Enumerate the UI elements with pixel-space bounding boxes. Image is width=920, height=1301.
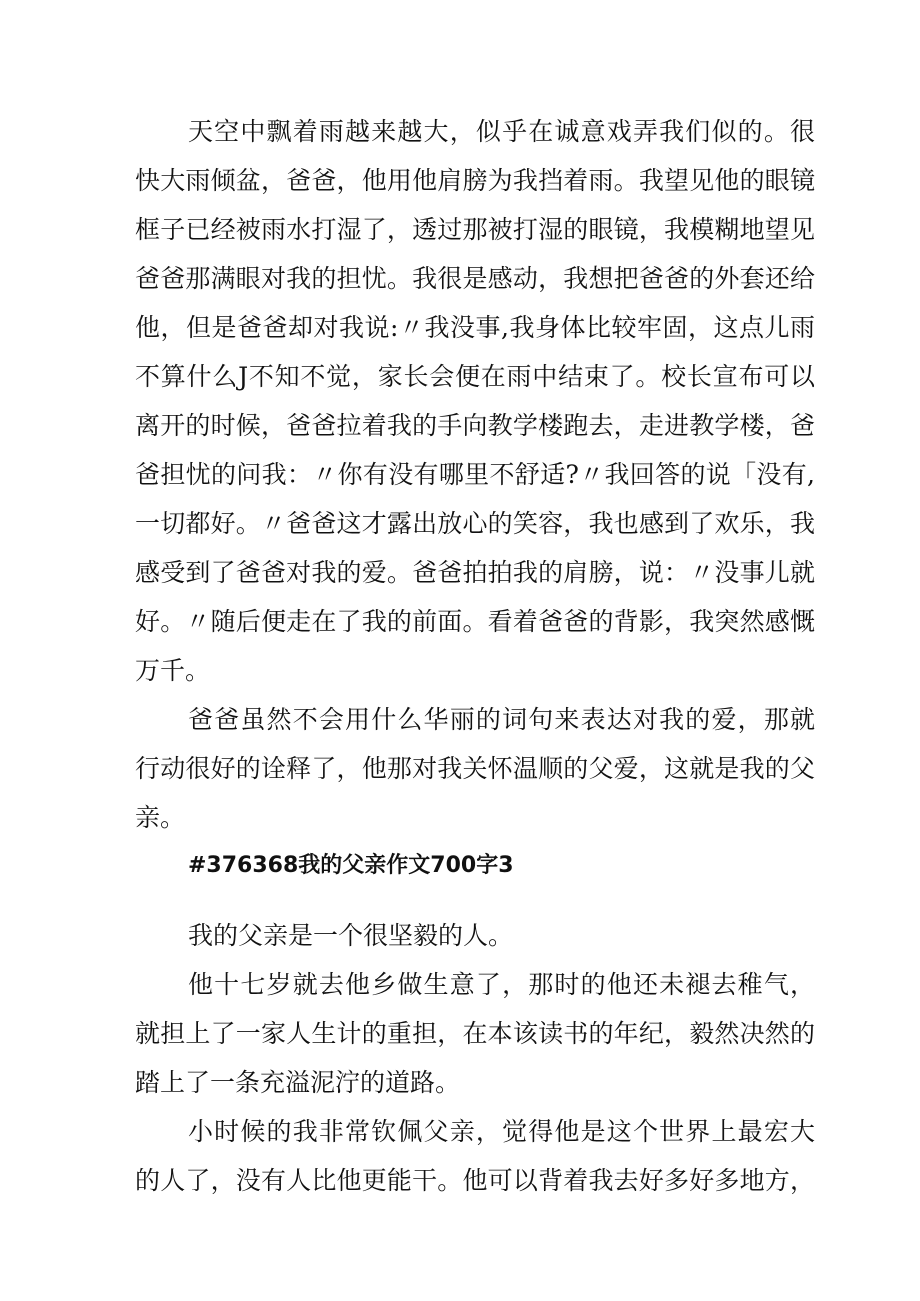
section-heading: #376368我的父亲作文700字3 [188, 853, 514, 878]
text-line: 框子已经被雨水打湿了，透过那被打湿的眼镜，我模糊地望见 [135, 215, 815, 244]
text-line: 就担上了一家人生计的重担，在本该读书的年纪，毅然决然的 [135, 1019, 815, 1048]
text-line: 他十七岁就去他乡做生意了，那时的他还未褪去稚气， [188, 970, 815, 999]
text-line: 爸爸那满眼对我的担忧。我很是感动，我想把爸爸的外套还给 [135, 264, 815, 293]
text-line: 行动很好的诠释了，他那对我关怀温顺的父爱，这就是我的父 [135, 754, 815, 783]
text-line: 万千。 [135, 656, 211, 685]
text-line: 快大雨倾盆，爸爸，他用他肩膀为我挡着雨。我望见他的眼镜 [135, 166, 815, 195]
text-line: 一切都好。〃爸爸这才露出放心的笑容，我也感到了欢乐，我 [135, 509, 815, 538]
text-line: 的人了，没有人比他更能干。他可以背着我去好多好多地方， [135, 1166, 815, 1195]
text-line: 好。〃随后便走在了我的前面。看着爸爸的背影，我突然感慨 [135, 607, 815, 636]
text-line: 不算什么J不知不觉，家长会便在雨中结束了。校长宣布可以 [135, 362, 815, 391]
text-line: 亲。 [135, 803, 186, 832]
text-line: 天空中飘着雨越来越大，似乎在诚意戏弄我们似的。很 [188, 117, 815, 146]
text-line: 爸担忧的问我：〃你有没有哪里不舒适?〃我回答的说「没有, [135, 460, 815, 489]
text-line: 小时候的我非常钦佩父亲，觉得他是这个世界上最宏大 [188, 1117, 815, 1146]
text-line: 感受到了爸爸对我的爱。爸爸拍拍我的肩膀，说：〃没事儿就 [135, 558, 815, 587]
text-line: 踏上了一条充溢泥泞的道路。 [135, 1068, 461, 1097]
text-line: 离开的时候，爸爸拉着我的手向教学楼跑去，走进教学楼，爸 [135, 411, 815, 440]
text-line: 他，但是爸爸却对我说:〃我没事,我身体比较牢固，这点儿雨 [135, 313, 815, 342]
text-line: 爸爸虽然不会用什么华丽的词句来表达对我的爱，那就 [188, 705, 815, 734]
text-line: 我的父亲是一个很坚毅的人。 [188, 921, 514, 950]
